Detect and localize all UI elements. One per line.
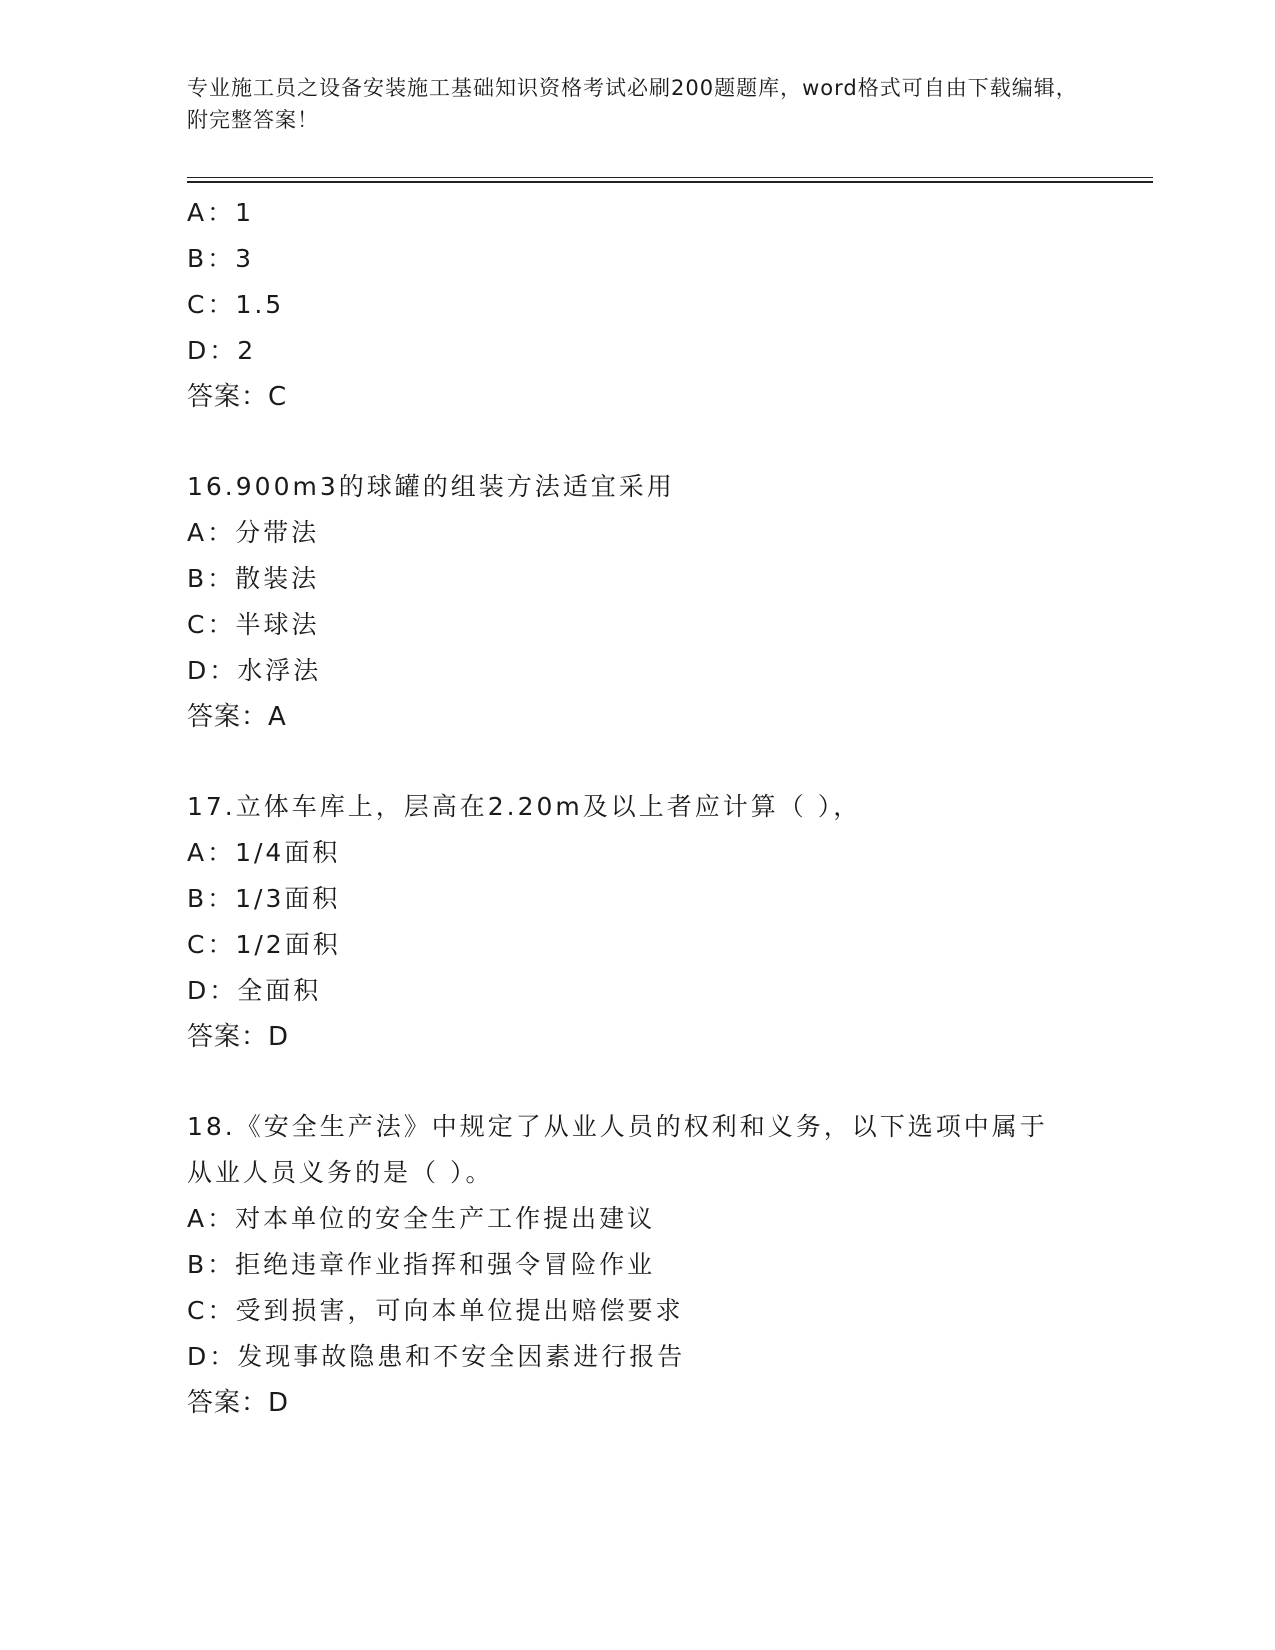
- header-divider-top: [187, 177, 1153, 178]
- answer: 答案：A: [187, 702, 287, 732]
- option-b: B：散装法: [187, 564, 320, 593]
- answer: 答案：C: [187, 382, 288, 412]
- question-stem: 16.900m3的球罐的组装方法适宜采用: [187, 472, 675, 501]
- option-c: C：1.5: [187, 290, 285, 319]
- option-a: A：对本单位的安全生产工作提出建议: [187, 1204, 656, 1233]
- option-c: C：受到损害，可向本单位提出赔偿要求: [187, 1296, 684, 1325]
- question-stem: 17.立体车库上，层高在2.20m及以上者应计算（ ），: [187, 792, 862, 821]
- question-17: [187, 784, 1087, 1060]
- option-d: D：全面积: [187, 976, 322, 1005]
- option-b: B：1/3面积: [187, 884, 341, 913]
- option-a: A：1/4面积: [187, 838, 341, 867]
- answer: 答案：D: [187, 1022, 290, 1052]
- option-d: D：水浮法: [187, 656, 322, 685]
- option-d: D：2: [187, 336, 257, 365]
- option-d: D：发现事故隐患和不安全因素进行报告: [187, 1342, 686, 1371]
- answer: 答案：D: [187, 1388, 290, 1418]
- option-b: B：3: [187, 244, 255, 273]
- option-a: A：1: [187, 198, 255, 227]
- option-a: A：分带法: [187, 518, 320, 547]
- option-c: C：半球法: [187, 610, 320, 639]
- question-15: [187, 190, 1087, 420]
- document-header: 专业施工员之设备安装施工基础知识资格考试必刷200题题库，word格式可自由下载编辑，附完整答案！: [187, 76, 1078, 132]
- question-stem: 18.《安全生产法》中规定了从业人员的权利和义务，以下选项中属于从业人员义务的是（ ）。: [187, 1112, 1048, 1187]
- option-b: B：拒绝违章作业指挥和强令冒险作业: [187, 1250, 656, 1279]
- option-c: C：1/2面积: [187, 930, 341, 959]
- header-divider-bottom: [187, 181, 1153, 183]
- question-list: [187, 190, 1087, 1426]
- question-16: [187, 464, 1087, 740]
- question-18: [187, 1104, 1087, 1426]
